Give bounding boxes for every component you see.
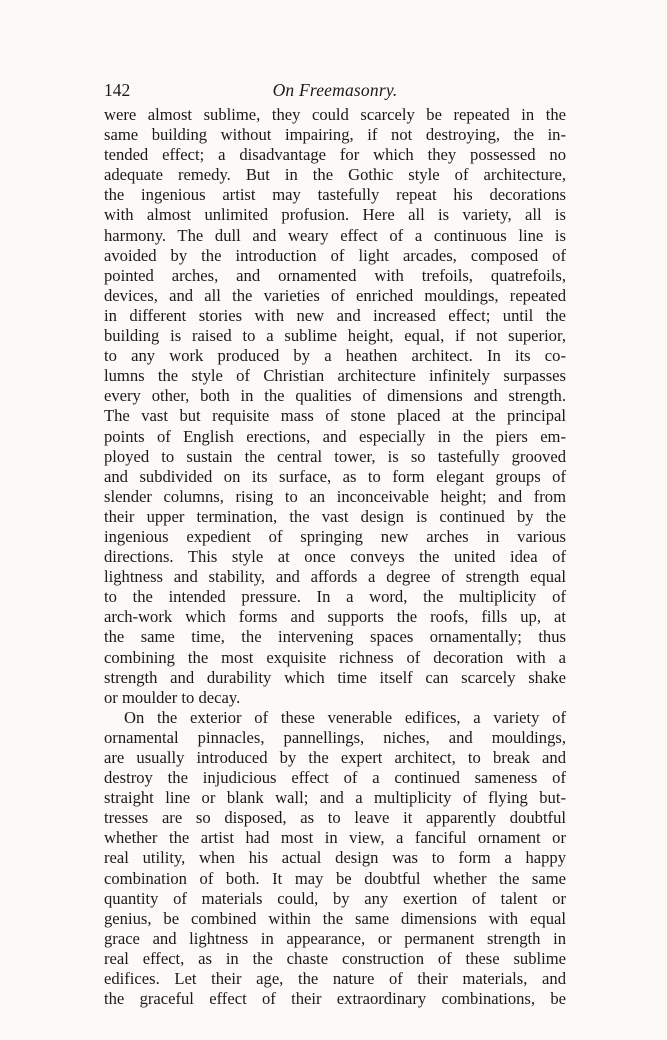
text-line: adequate remedy. But in the Gothic style of architecture,: [104, 165, 566, 185]
text-line: and subdivided on its surface, as to form elegant groups of: [104, 466, 566, 486]
text-line: real effect, as in the chaste construction of these sublime: [104, 948, 566, 968]
text-line: ingenious expedient of springing new arches in various: [104, 526, 566, 546]
text-line: the ingenious artist may tastefully repeat his decorations: [104, 185, 566, 205]
text-line: pointed arches, and ornamented with trefoils, quatrefoils,: [104, 265, 566, 285]
text-line: quantity of materials could, by any exertion of talent or: [104, 888, 566, 908]
text-line: edifices. Let their age, the nature of their materials, and: [104, 969, 566, 989]
text-line: with almost unlimited profusion. Here all is variety, all is: [104, 205, 566, 225]
text-line: strength and durability which time itself can scarcely shake: [104, 667, 566, 687]
running-head: [104, 79, 566, 101]
text-line: were almost sublime, they could scarcely be repeated in the: [104, 105, 566, 124]
text-line: harmony. The dull and weary effect of a continuous line is: [104, 225, 566, 245]
text-line: to any work produced by a heathen architect. In its co-: [104, 346, 566, 366]
text-line: devices, and all the varieties of enriched mouldings, repeated: [104, 285, 566, 305]
text-line: every other, both in the qualities of dimensions and strength.: [104, 386, 566, 406]
text-line: On the exterior of these venerable edifices, a variety of: [124, 707, 566, 727]
text-line: avoided by the introduction of light arcades, composed of: [104, 245, 566, 265]
text-line: to the intended pressure. In a word, the multiplicity of: [104, 587, 566, 607]
text-line: destroy the injudicious effect of a continued sameness of: [104, 768, 566, 788]
running-title: On Freemasonry.: [272, 80, 398, 100]
text-line: slender columns, rising to an inconceivable height; and from: [104, 486, 566, 506]
text-line: tended effect; a disadvantage for which they possessed no: [104, 145, 566, 165]
text-line: or moulder to decay.: [104, 687, 241, 707]
text-line: in different stories with new and increased effect; until the: [104, 305, 566, 325]
text-line: ployed to sustain the central tower, is so tastefully grooved: [104, 446, 566, 466]
text-line: building is raised to a sublime height, equal, if not superior,: [104, 326, 566, 346]
text-line: are usually introduced by the expert architect, to break and: [104, 748, 566, 767]
text-line: combining the most exquisite richness of decoration with a: [104, 647, 566, 667]
text-line: their upper termination, the vast design is continued by the: [104, 506, 566, 526]
book-page: [104, 79, 566, 1009]
text-line: the same time, the intervening spaces ornamentally; thus: [104, 627, 566, 647]
text-line: directions. This style at once conveys the united idea of: [104, 547, 566, 567]
body-text: [104, 105, 566, 1009]
text-line: straight line or blank wall; and a multiplicity of flying but-: [104, 788, 566, 808]
text-line: same building without impairing, if not destroying, the in-: [104, 125, 566, 145]
text-line: tresses are so disposed, as to leave it apparently doubtful: [104, 808, 566, 828]
text-line: genius, be combined within the same dimensions with equal: [104, 908, 566, 928]
text-line: arch-work which forms and supports the roofs, fills up, at: [104, 607, 566, 627]
text-line: lightness and stability, and affords a degree of strength equal: [104, 567, 566, 587]
text-line: lumns the style of Christian architecture infinitely surpasses: [104, 366, 566, 386]
text-line: the graceful effect of their extraordinary combinations, be: [104, 989, 566, 1009]
text-line: points of English erections, and especially in the piers em-: [104, 426, 566, 446]
text-line: grace and lightness in appearance, or permanent strength in: [104, 928, 566, 948]
text-line: The vast but requisite mass of stone placed at the principal: [104, 406, 566, 426]
text-line: real utility, when his actual design was to form a happy: [104, 848, 566, 868]
text-line: whether the artist had most in view, a fanciful ornament or: [104, 828, 566, 848]
page-number: 142: [104, 80, 131, 100]
text-line: ornamental pinnacles, pannellings, niches, and mouldings,: [104, 727, 566, 747]
text-line: combination of both. It may be doubtful whether the same: [104, 868, 566, 888]
